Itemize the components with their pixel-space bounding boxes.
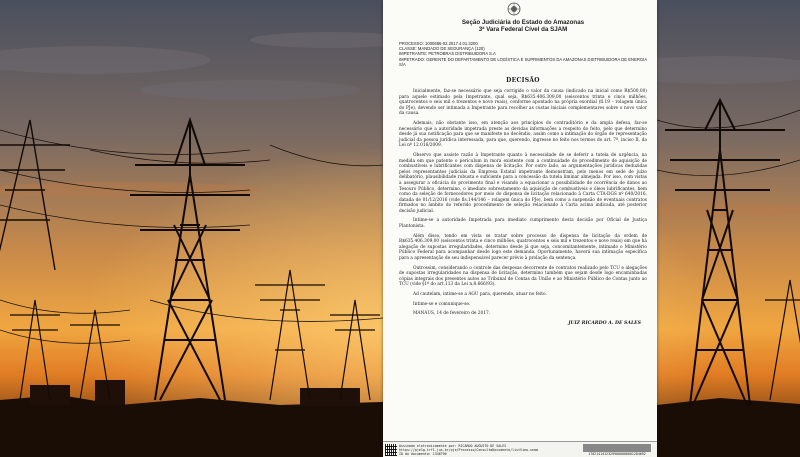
place-date: MANAUS, 14 de fevereiro de 2017. [413, 311, 491, 317]
barcode-number: 17021414123299000000001284692 [588, 452, 646, 456]
paragraph: Além disso, tendo em vista se tratar sobre processo de dispensa de licitação da ordem de R$635.406.309,00 (seiscentos trinta e cinco milhões, quatrocentos e seis mil e trezentos e nove reais) em que há alegação de supostas irregularidades, determino desde já que seja, concomitantemente, intimado o Ministério Público Federal para acompanhar desde logo este demanda. Oportunamente, haverá sua intimação específica para a apresentação de seu indispensável parecer prévio à prolação da sentença. [399, 233, 647, 262]
court-decision-document [383, 0, 657, 457]
paragraph: Ad cautelam, intime-se a AGU para, querendo, atuar no feito. [413, 292, 547, 298]
judge-signature: JUIZ RICARDO A. DE SALES [568, 320, 641, 326]
meta-line: IMPETRANTE: PETROBRAS DISTRIBUIDORA S.A [399, 51, 496, 57]
paragraph: Ademais, não obstante isso, em atenção aos princípios do contraditório e da ampla defesa, faz-se necessário que a autoridade impetrada preste as devidas informações a respeito do feito, pelo que determino desde já sua notificação para que se manifeste no decêndio, assim como a intimação do órgão de representação judicial da pessoa jurídica interessada, para que, querendo, ingresse no feito nos termos do art. 7º, inciso II, da Lei nº 12.016/2009. [399, 120, 647, 149]
meta-line: CLASSE: MANDADO DE SEGURANÇA (120) [399, 46, 485, 52]
footer-line: Assinado eletronicamente por: RICARDO AUGUSTO DE SALES [399, 444, 507, 448]
document-footer [383, 441, 657, 457]
coat-of-arms-icon [507, 2, 521, 16]
court-name: Seção Judiciária do Estado do Amazonas [461, 19, 585, 26]
qr-code-icon [385, 444, 397, 456]
footer-line: https://pje1g.trf1.jus.br/pje/Processo/ConsultaDocumento/listView.seam [399, 448, 538, 452]
meta-line: IMPETRADO: GERENTE DO DEPARTAMENTO DE LOGÍSTICA E SUPRIMENTOS DA AMAZONAS DISTRIBUIDORA DE ENERGIA S/A [399, 56, 647, 67]
meta-line: PROCESSO: 1000686-02.2017.4.01.3200 [399, 41, 478, 46]
document-title: DECISÃO [506, 77, 540, 85]
paragraph: Inicialmente, faz-se necessário que seja corrigido o valor da causa (indicado na inicial como R$500,00) para aquele estimado pela Impetrante, qual seja, R$635.406.309,00 (seiscentos trinta e cinco milhões, quatrocentos e seis mil e trezentos e nove reais), conforme apontado na própria exordial (fl.19 – rolagem única do PJe), devendo ser intimada a Impetrante para recolher as custas iniciais complementares sobre o novo valor da causa. [399, 89, 647, 117]
paragraph: Observo que assiste razão à Impetrante quanto à necessidade de se deferir a tutela de urgência, na medida em que patente o periculum in mora existente com a continuidade do procedimento de aquisição de combustíveis e lubrificantes com dispensa de licitação. Por outro lado, as argumentações jurídicas deduzidas pelos representantes judiciais da Empresa Estatal impetrante demonstram, pelo menos em sede de juízo delibatório, plausibilidade robusta e suficiente para a concessão da tutela liminar almejada. Por isso, com vistas a assegurar a eficácia do provimento final e visando a equacionar a possibilidade de ocorrência de danos ao Tesouro Público, determino, o imediato sobrestamento da aquisição de combustíveis e óleos lubrificantes, bem como da seleção de fornecedores por meio do dispensa de licitação relacionado à Carta CTA-DGS nº 640/2016, datada de 01/12/2016 (vide fls.144/146 – rolagem única do PJe), bem como a suspensão de eventuais contratos firmados no âmbito do referido procedimento de seleção relacionado à Carta acima indicada, até posterior decisão judicial. [399, 152, 647, 214]
footer-text [399, 444, 559, 456]
barcode-icon [583, 444, 651, 452]
paragraph: Intime-se a autoridade Impetrada para imediato cumprimento desta decisão por Oficial de Justiça Plantonista. [399, 218, 647, 230]
paragraph: Outrossim, considerando o controle das despesas decorrente de contratos realizado pelo TCU e alegações de supostas irregularidades na dispensa de licitação, determino também que sejam desde logo encaminhadas cópias integrais dos presentes autos ao Tribunal de Contas da União e ao Ministério Público de Contas junto ao TCU (vide §1º do art.113 da Lei n.8.666/93). [399, 265, 647, 288]
footer-line: ID do documento: 1346790 [399, 452, 447, 456]
court-division: 3ª Vara Federal Cível da SJAM [478, 26, 568, 33]
case-metadata [399, 41, 647, 67]
paragraph: Intime-se e comunique-se. [413, 301, 471, 307]
